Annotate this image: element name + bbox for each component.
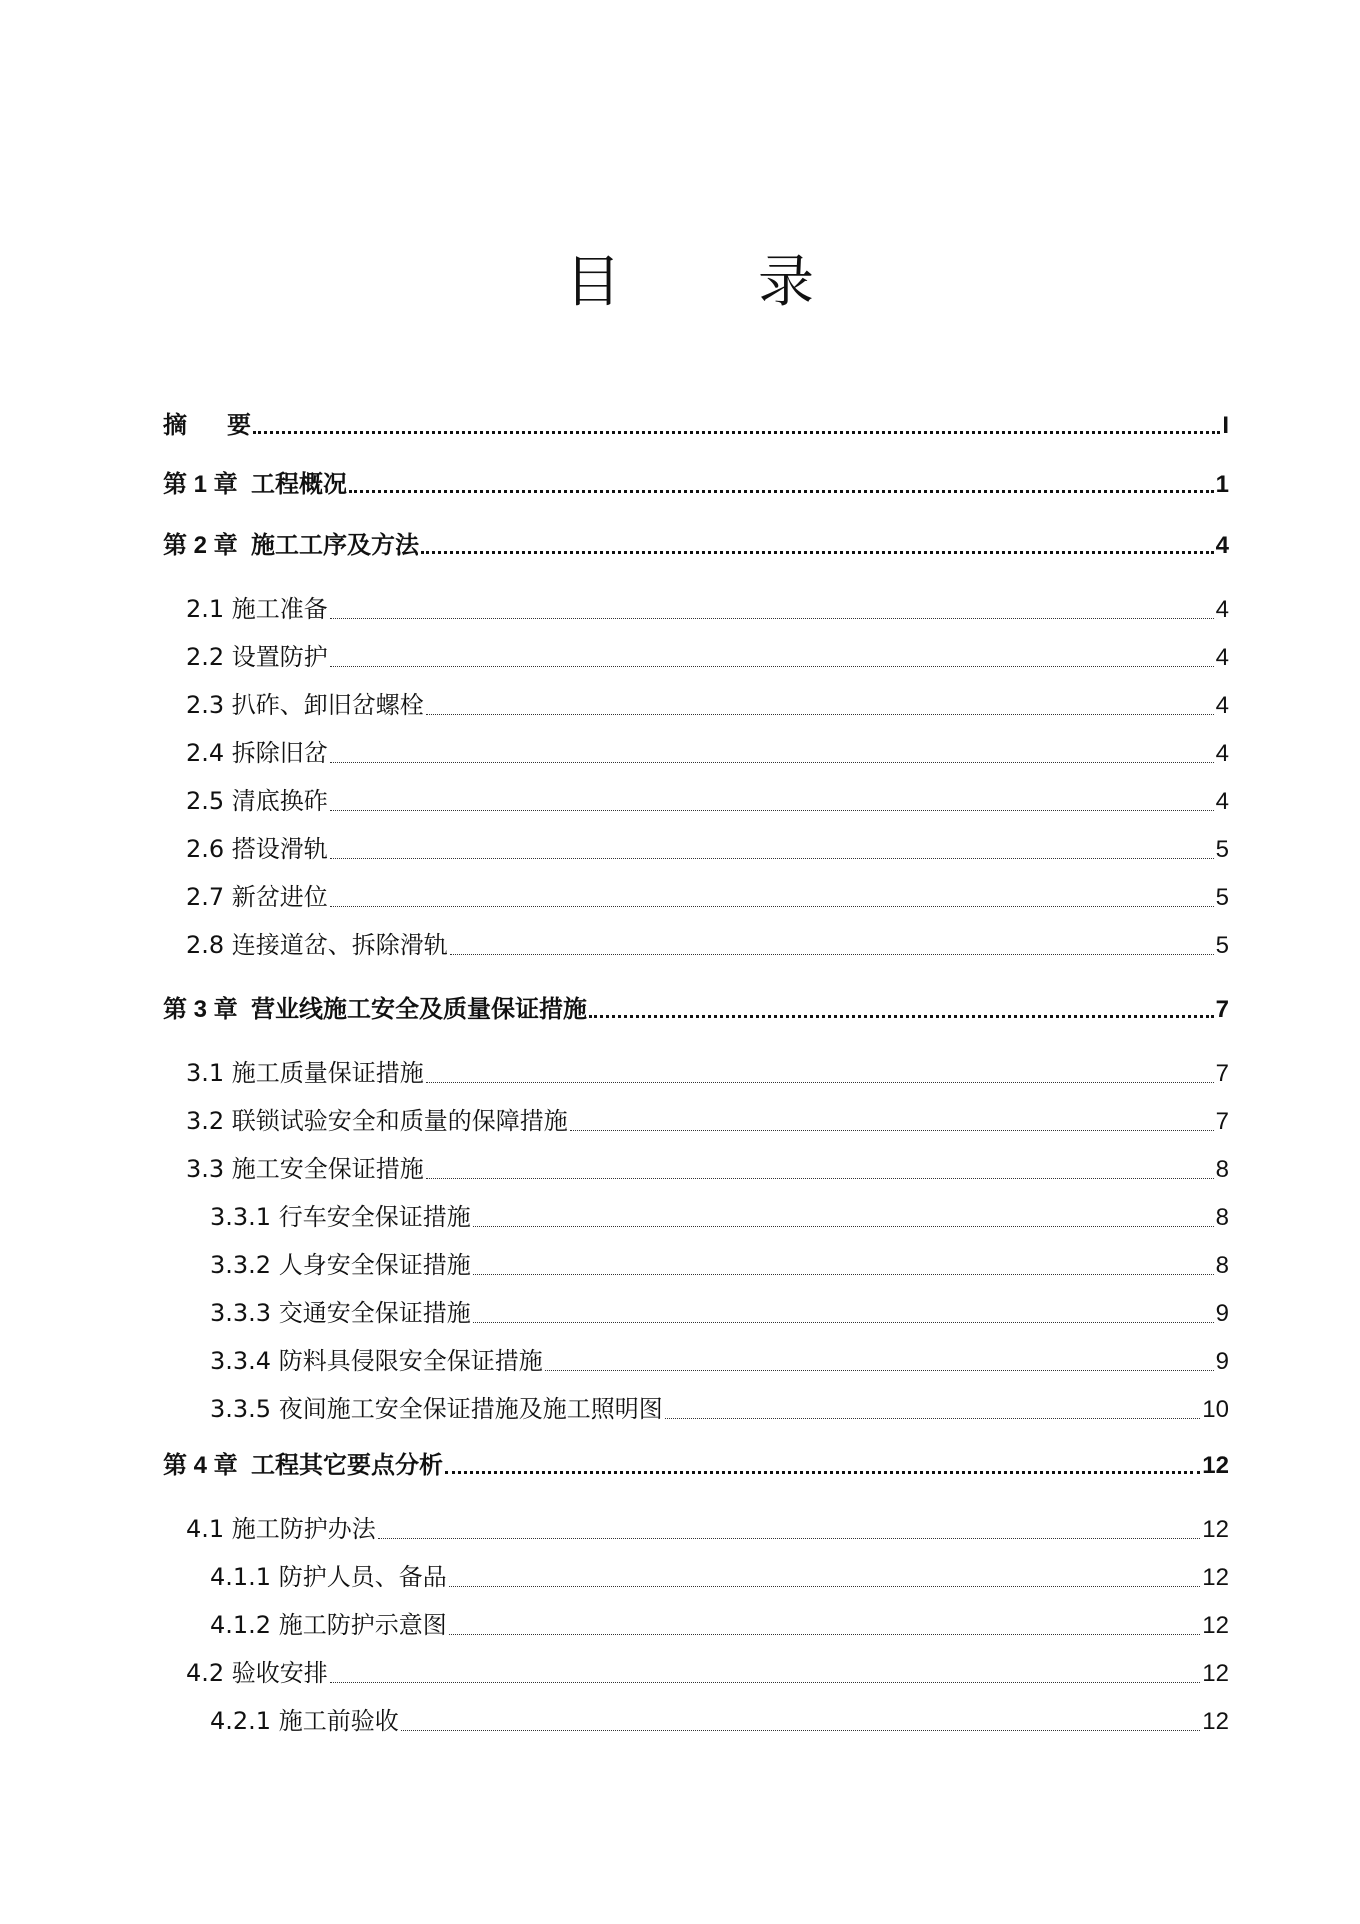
toc-entry[interactable]	[163, 526, 1229, 566]
toc-dot-leader	[473, 1274, 1214, 1275]
toc-page-number: 12	[1202, 1452, 1229, 1479]
toc-entry-title: 4.1.2 施工防护示意图	[210, 1611, 447, 1639]
toc-entry[interactable]	[210, 1342, 1229, 1382]
toc-dot-leader	[426, 714, 1214, 715]
toc-entry[interactable]	[210, 1702, 1229, 1742]
toc-entry-title: 2.1 施工准备	[186, 595, 328, 623]
toc-entry-title: 2.3 扒砟、卸旧岔螺栓	[186, 691, 424, 719]
toc-dot-leader	[253, 431, 1220, 434]
toc-entry[interactable]	[163, 465, 1229, 505]
toc-entry[interactable]	[163, 990, 1229, 1030]
toc-dot-leader	[349, 490, 1214, 493]
toc-entry[interactable]	[186, 734, 1229, 774]
toc-entry-title: 3.3.1 行车安全保证措施	[210, 1203, 471, 1231]
toc-entry-title: 摘 要	[163, 412, 252, 439]
toc-page-number: 12	[1202, 1516, 1229, 1543]
page-title-char-2: 录	[758, 250, 814, 315]
toc-entry-title: 3.3 施工安全保证措施	[186, 1155, 424, 1183]
toc-page-number: 12	[1202, 1612, 1229, 1639]
toc-entry-title: 2.4 拆除旧岔	[186, 739, 328, 767]
toc-entry[interactable]	[186, 926, 1229, 966]
toc-dot-leader	[421, 551, 1214, 554]
toc-dot-leader	[450, 954, 1214, 955]
toc-entry[interactable]	[210, 1606, 1229, 1646]
toc-entry-title: 3.2 联锁试验安全和质量的保障措施	[186, 1107, 568, 1135]
toc-page-number: 8	[1215, 1252, 1229, 1279]
toc-dot-leader	[473, 1322, 1214, 1323]
toc-entry-title: 4.1 施工防护办法	[186, 1515, 376, 1543]
toc-dot-leader	[545, 1370, 1214, 1371]
toc-entry[interactable]	[186, 686, 1229, 726]
toc-page-number: 5	[1215, 836, 1229, 863]
toc-entry[interactable]	[210, 1390, 1229, 1430]
toc-page-number: 4	[1215, 740, 1229, 767]
toc-entry[interactable]	[163, 1446, 1229, 1486]
toc-dot-leader	[449, 1634, 1201, 1635]
toc-page-number: 10	[1202, 1396, 1229, 1423]
toc-page-number: 12	[1202, 1660, 1229, 1687]
toc-entry[interactable]	[210, 1294, 1229, 1334]
toc-page-number: 4	[1215, 532, 1229, 559]
toc-entry[interactable]	[186, 1054, 1229, 1094]
toc-page-number: 7	[1215, 1060, 1229, 1087]
toc-entry[interactable]	[186, 1102, 1229, 1142]
toc-entry[interactable]	[186, 1150, 1229, 1190]
toc-entry[interactable]	[186, 590, 1229, 630]
toc-page-number: 1	[1215, 471, 1229, 498]
toc-dot-leader	[426, 1082, 1214, 1083]
toc-page-number: 5	[1215, 884, 1229, 911]
toc-entry-title: 4.1.1 防护人员、备品	[210, 1563, 447, 1591]
toc-entry[interactable]	[210, 1246, 1229, 1286]
toc-dot-leader	[330, 810, 1214, 811]
toc-entry[interactable]	[186, 878, 1229, 918]
toc-entry[interactable]	[210, 1558, 1229, 1598]
toc-entry[interactable]	[186, 1510, 1229, 1550]
toc-entry-title: 3.1 施工质量保证措施	[186, 1059, 424, 1087]
toc-entry-title: 3.3.5 夜间施工安全保证措施及施工照明图	[210, 1395, 663, 1423]
toc-entry-title: 4.2.1 施工前验收	[210, 1707, 399, 1735]
toc-entry[interactable]	[186, 830, 1229, 870]
toc-dot-leader	[330, 666, 1214, 667]
toc-dot-leader	[330, 858, 1214, 859]
toc-entry[interactable]	[186, 638, 1229, 678]
toc-page-number: I	[1222, 412, 1229, 439]
toc-dot-leader	[665, 1418, 1201, 1419]
page-title	[0, 238, 1360, 318]
toc-page-number: 9	[1215, 1348, 1229, 1375]
toc-dot-leader	[589, 1015, 1214, 1018]
toc-page-number: 4	[1215, 692, 1229, 719]
toc-dot-leader	[378, 1538, 1201, 1539]
toc-dot-leader	[445, 1471, 1200, 1474]
toc-entry-title: 第 1 章 工程概况	[163, 471, 348, 498]
toc-page-number: 4	[1215, 788, 1229, 815]
toc-entry[interactable]	[163, 406, 1229, 446]
toc-entry[interactable]	[186, 1654, 1229, 1694]
toc-dot-leader	[473, 1226, 1214, 1227]
toc-page-number: 8	[1215, 1204, 1229, 1231]
toc-entry-title: 第 3 章 营业线施工安全及质量保证措施	[163, 996, 588, 1023]
toc-dot-leader	[330, 906, 1214, 907]
toc-dot-leader	[449, 1586, 1201, 1587]
toc-page-number: 4	[1215, 596, 1229, 623]
toc-page-number: 8	[1215, 1156, 1229, 1183]
toc-page-number: 12	[1202, 1564, 1229, 1591]
toc-entry-title: 3.3.4 防料具侵限安全保证措施	[210, 1347, 543, 1375]
toc-entry-title: 4.2 验收安排	[186, 1659, 328, 1687]
toc-dot-leader	[426, 1178, 1214, 1179]
toc-entry-title: 第 2 章 施工工序及方法	[163, 532, 420, 559]
toc-entry-title: 2.8 连接道岔、拆除滑轨	[186, 931, 448, 959]
toc-dot-leader	[330, 618, 1214, 619]
toc-dot-leader	[330, 1682, 1201, 1683]
toc-entry-title: 2.6 搭设滑轨	[186, 835, 328, 863]
toc-page-number: 7	[1215, 996, 1229, 1023]
toc-page-number: 7	[1215, 1108, 1229, 1135]
toc-page-number: 9	[1215, 1300, 1229, 1327]
toc-page-number: 5	[1215, 932, 1229, 959]
toc-entry-title: 2.5 清底换砟	[186, 787, 328, 815]
toc-dot-leader	[570, 1130, 1214, 1131]
toc-entry-title: 3.3.2 人身安全保证措施	[210, 1251, 471, 1279]
page-title-char-1: 目	[565, 250, 621, 315]
toc-entry-title: 2.2 设置防护	[186, 643, 328, 671]
toc-page-number: 12	[1202, 1708, 1229, 1735]
toc-dot-leader	[330, 762, 1214, 763]
toc-entry[interactable]	[210, 1198, 1229, 1238]
toc-entry-title: 3.3.3 交通安全保证措施	[210, 1299, 471, 1327]
toc-dot-leader	[401, 1730, 1201, 1731]
toc-entry-title: 2.7 新岔进位	[186, 883, 328, 911]
toc-entry[interactable]	[186, 782, 1229, 822]
toc-entry-title: 第 4 章 工程其它要点分析	[163, 1452, 444, 1479]
toc-page-number: 4	[1215, 644, 1229, 671]
